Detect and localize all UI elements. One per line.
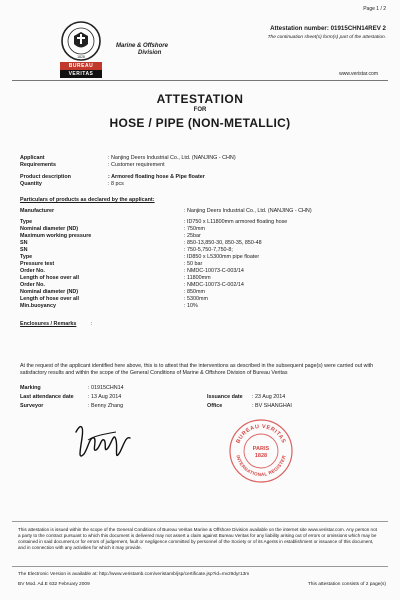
product-description-value: : Armored floating hose & Pipe floater xyxy=(108,174,205,180)
logo-veritas: VERITAS xyxy=(60,70,102,78)
office-label: Office xyxy=(207,403,223,409)
continuation-note: The continuation sheet(s) form(s) part of the attestation. xyxy=(267,35,386,40)
applicant-label: Applicant xyxy=(20,155,45,161)
enclosures-label: Enclosures / Remarks xyxy=(20,321,77,327)
particular-value: : ID750 x L11800mm armored floating hose xyxy=(184,219,288,225)
stamp-top-text: BUREAU VERITAS xyxy=(235,423,287,445)
enclosures-value: : xyxy=(91,321,93,327)
svg-text:1828: 1828 xyxy=(77,55,85,59)
stamp-center-1: PARIS xyxy=(252,446,270,452)
product-description-label: Product description xyxy=(20,174,71,180)
particular-value: : 5300mm xyxy=(184,296,208,302)
page-count-note: This attestation consists of 2 page(s) xyxy=(307,582,386,587)
particular-value: : 50 bar xyxy=(184,261,203,267)
footer-divider-bottom xyxy=(12,566,388,567)
logo-bureau: BUREAU xyxy=(60,62,102,70)
particular-label: Type xyxy=(20,254,33,260)
document-subtitle: HOSE / PIPE (NON-METALLIC) xyxy=(109,116,291,130)
particular-label: Order No. xyxy=(20,268,45,274)
division-line2: Division xyxy=(138,50,162,56)
particular-label: Type xyxy=(20,219,33,225)
form-reference: BV Mod. Ad.E 632 February 2009 xyxy=(18,582,90,587)
requirements-value: : Customer requirement xyxy=(108,162,165,168)
attestation-number-label: Attestation number: xyxy=(270,25,329,32)
header-divider xyxy=(12,80,388,81)
seal-icon xyxy=(60,20,102,62)
stamp-bottom-text: INTERNATIONAL REGISTER xyxy=(235,454,287,478)
manufacturer-value: : Nanjing Deers Industrial Co., Ltd. (NANJING - CHN) xyxy=(184,208,312,214)
particular-label: Nominal diameter (ND) xyxy=(20,226,79,232)
particular-value: : 750-5,750-7,750-8; xyxy=(184,247,233,253)
official-stamp xyxy=(228,418,294,484)
particular-label: Maximum working pressure xyxy=(20,233,92,239)
attestation-number xyxy=(200,25,386,32)
stamp-center-2: 1828 xyxy=(254,453,268,459)
attestation-number-value: 01915CHN14REV 2 xyxy=(330,25,386,32)
particular-value: : 11800mm xyxy=(184,275,211,281)
particular-value: : ID850 x L5300mm pipe floater xyxy=(184,254,260,260)
stamp-seal-icon xyxy=(228,418,294,484)
particular-label: Nominal diameter (ND) xyxy=(20,289,79,295)
particular-label: Order No. xyxy=(20,282,45,288)
electronic-version: The Electronic Version is available at: http://www.veristamb.com/veristamb/jsp/certificate.jsp?id=mvz9dyr13m xyxy=(18,572,250,577)
particular-value: : 10% xyxy=(184,303,198,309)
surveyor-value: : Benny Zhang xyxy=(88,403,124,409)
page-number: Page 1 / 2 xyxy=(363,6,386,12)
particular-label: SN xyxy=(20,247,28,253)
particulars-heading: Particulars of products as declared by the applicant: xyxy=(20,197,155,203)
marking-value: : 01915CHN14 xyxy=(88,385,124,391)
particular-label: Length of hose over all xyxy=(20,296,80,302)
surveyor-signature xyxy=(70,418,140,468)
particular-value: : NMDC-10073-C-002/14 xyxy=(184,282,244,288)
surveyor-label: Surveyor xyxy=(20,403,44,409)
footer-divider-top xyxy=(12,521,388,522)
document-title: ATTESTATION xyxy=(156,92,244,106)
particular-value: : NMDC-10073-C-003/14 xyxy=(184,268,244,274)
particular-value: : 850-13,850-30, 850-35, 850-48 xyxy=(184,240,262,246)
applicant-value: : Nanjing Deers Industrial Co., Ltd. (NANJING - CHN) xyxy=(108,155,236,161)
particular-label: Length of hose over all xyxy=(20,275,80,281)
requirements-label: Requirements xyxy=(20,162,56,168)
attestation-statement: At the request of the applicant identified here above, this is to attest that the interventions as described in the subsequent page(s) were carried out with satisfactory results and within the scope of the General Conditions of Marine & Offshore Division of Bureau Veritas xyxy=(20,363,374,376)
general-conditions-text: This attestation is issued within the scope of the General Conditions of Bureau Veritas Marine & Offshore Division available on the internet site www.veristar.com. Any person not a party to the contract pursuant to which this document is delivered may not assert a claim against Bureau Veritas for any liability arising out of errors or omissions which may be contained in said document,or for errors of judgement, fault or negligence committed by personnel of the Society or of its Agents in establishment or issuance of this document, and in connection with any activities for which it may provide. xyxy=(18,527,377,550)
division-line1: Marine & Offshore xyxy=(116,43,168,49)
title-for: FOR xyxy=(193,107,207,113)
manufacturer-label: Manufacturer xyxy=(20,208,55,214)
quantity-value: : 8 pcs xyxy=(108,181,124,187)
website: www.veristar.com xyxy=(339,71,378,77)
marking-label: Marking xyxy=(20,385,41,391)
particular-value: : 25bar xyxy=(184,233,201,239)
issuance-date-label: Issuance date xyxy=(207,394,243,400)
bureau-veritas-logo xyxy=(60,20,102,78)
issuance-date-value: : 23 Aug 2014 xyxy=(252,394,286,400)
quantity-label: Quantity xyxy=(20,181,42,187)
particular-value: : 750mm xyxy=(184,226,205,232)
particular-label: Min.buoyancy xyxy=(20,303,56,309)
office-value: : BV SHANGHAI xyxy=(252,403,292,409)
particular-label: Pressure test xyxy=(20,261,55,267)
particular-value: : 850mm xyxy=(184,289,205,295)
last-attendance-value: : 13 Aug 2014 xyxy=(88,394,122,400)
last-attendance-label: Last attendance date xyxy=(20,394,74,400)
particular-label: SN xyxy=(20,240,28,246)
